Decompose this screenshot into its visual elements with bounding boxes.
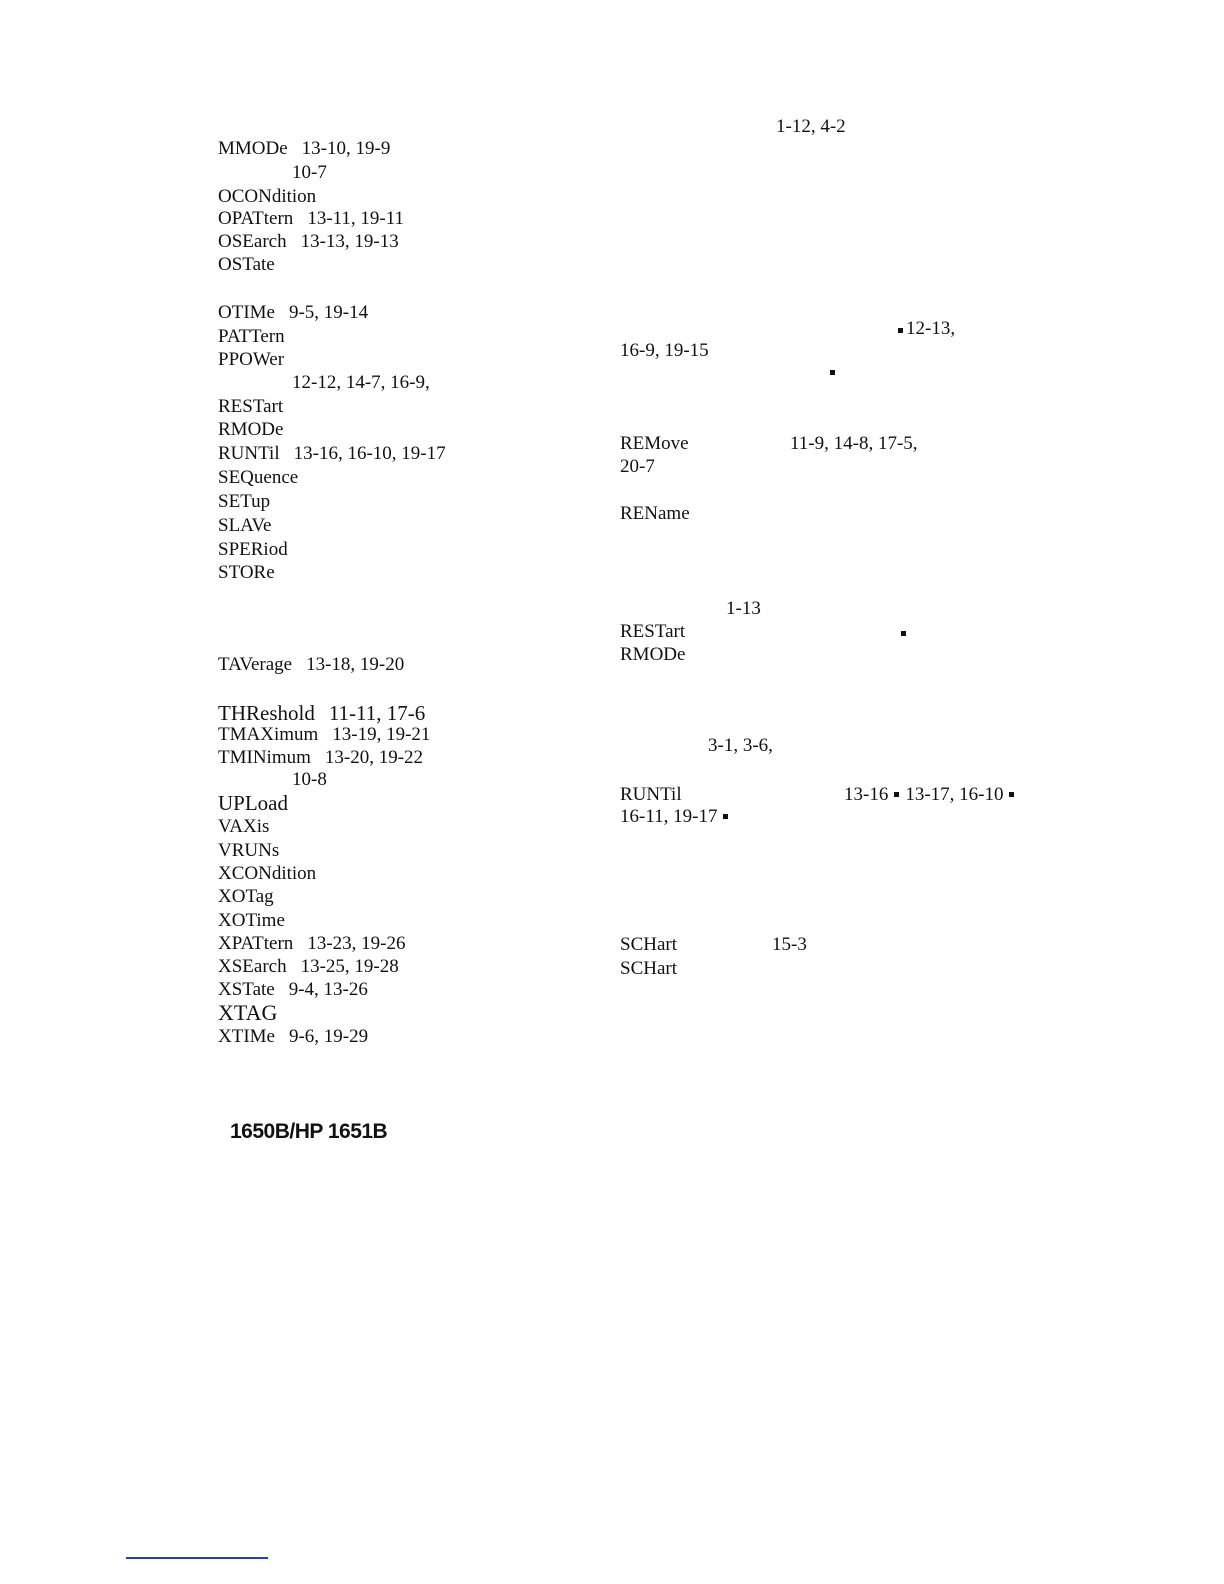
index-term: XSTate — [218, 979, 275, 1000]
index-refs: 13-16 — [844, 784, 889, 805]
index-term: OPATtern — [218, 208, 294, 229]
index-term: XOTag — [218, 886, 274, 907]
index-term: TAVerage — [218, 654, 293, 675]
index-entry — [620, 433, 689, 455]
index-term: XTIMe — [218, 1026, 275, 1047]
index-entry — [844, 784, 1020, 806]
index-refs: 13-19, 19-21 — [332, 724, 431, 745]
index-entry — [218, 792, 288, 814]
index-refs: 9-6, 19-29 — [288, 1026, 369, 1047]
index-term: OSEarch — [218, 231, 287, 252]
index-entry — [620, 503, 690, 525]
index-entry — [218, 1026, 368, 1048]
index-term: MMODe — [218, 138, 288, 159]
index-entry — [218, 326, 285, 348]
index-refs: 1-12, 4-2 — [776, 116, 846, 137]
index-entry — [218, 816, 269, 838]
bullet-mark — [898, 328, 903, 333]
index-entry — [292, 769, 327, 791]
index-refs: 10-8 — [292, 769, 327, 790]
index-entry — [218, 186, 316, 208]
index-entry — [218, 840, 279, 862]
bullet-mark — [1009, 792, 1014, 797]
index-entry — [218, 724, 430, 746]
index-term: TMAXimum — [218, 724, 319, 745]
index-entry — [620, 644, 685, 666]
bottom-rule — [126, 1557, 268, 1559]
index-term: UPLoad — [218, 791, 288, 815]
bullet-mark — [901, 631, 906, 636]
index-term: THReshold — [218, 701, 315, 725]
bullet-mark — [894, 792, 899, 797]
index-entry — [218, 956, 399, 978]
index-term: RMODe — [218, 419, 284, 440]
index-refs: 13-11, 19-11 — [307, 208, 405, 229]
index-term: RUNTil — [218, 443, 280, 464]
index-refs: 13-17, 16-10 — [905, 784, 1004, 805]
index-refs: 9-4, 13-26 — [288, 979, 368, 1000]
index-refs: 13-16, 16-10, 19-17 — [293, 443, 446, 464]
index-entry — [218, 349, 284, 371]
index-term: RESTart — [620, 621, 686, 642]
index-entry — [292, 372, 430, 394]
index-entry — [218, 419, 283, 441]
index-refs: 11-9, 14-8, 17-5, — [790, 433, 918, 454]
index-term: RESTart — [218, 396, 284, 417]
index-refs: 12-12, 14-7, 16-9, — [292, 372, 430, 393]
index-refs: 16-9, 19-15 — [620, 340, 709, 361]
index-refs: 13-13, 19-13 — [300, 231, 399, 252]
index-term: OSTate — [218, 254, 275, 275]
index-term: PATTern — [218, 326, 285, 347]
index-entry — [620, 958, 677, 980]
index-refs: 12-13, — [906, 318, 956, 339]
index-refs: 11-11, 17-6 — [328, 701, 426, 725]
index-term: XTAG — [218, 1000, 278, 1025]
index-term: XPATtern — [218, 933, 294, 954]
index-entry — [620, 784, 682, 806]
index-entry — [218, 515, 272, 537]
index-refs: 9-5, 19-14 — [288, 302, 369, 323]
index-entry — [218, 654, 404, 676]
index-term: SCHart — [620, 958, 677, 979]
index-entry — [218, 138, 390, 160]
index-refs: 13-10, 19-9 — [301, 138, 391, 159]
index-refs: 13-25, 19-28 — [300, 956, 399, 977]
index-refs: 20-7 — [620, 456, 655, 477]
index-term: OTIMe — [218, 302, 275, 323]
index-refs: 16-11, 19-17 — [620, 806, 718, 827]
index-term: SCHart — [620, 934, 677, 955]
index-term: RMODe — [620, 644, 686, 665]
index-term: VRUNs — [218, 840, 280, 861]
index-entry — [218, 302, 368, 324]
index-term: OCONdition — [218, 186, 317, 207]
footer-model-label: 1650B/HP 1651B — [230, 1120, 388, 1143]
index-entry — [218, 910, 285, 932]
index-entry — [218, 562, 275, 584]
index-term: TMINimum — [218, 747, 311, 768]
index-term: REMove — [620, 433, 689, 454]
index-entry — [218, 254, 275, 276]
index-entry — [218, 231, 399, 253]
index-term: SETup — [218, 491, 271, 512]
index-entry — [218, 886, 274, 908]
bullet-mark — [830, 370, 835, 375]
index-term: SLAVe — [218, 515, 272, 536]
index-term: XOTime — [218, 910, 285, 931]
index-term: SEQuence — [218, 467, 299, 488]
index-entry — [620, 934, 677, 956]
index-refs: 10-7 — [292, 162, 327, 183]
index-entry — [218, 1002, 277, 1024]
index-refs: 1-13 — [726, 598, 761, 619]
index-entry — [218, 539, 288, 561]
index-refs: 3-1, 3-6, — [708, 735, 773, 756]
index-refs: 13-18, 19-20 — [306, 654, 405, 675]
index-entry — [218, 443, 446, 465]
index-entry — [218, 747, 423, 769]
index-entry — [218, 933, 405, 955]
index-term: RUNTil — [620, 784, 682, 805]
index-refs: 13-23, 19-26 — [307, 933, 406, 954]
index-entry — [292, 162, 327, 184]
index-entry — [218, 702, 425, 724]
index-entry — [218, 863, 316, 885]
index-refs: 15-3 — [772, 934, 807, 955]
index-term: VAXis — [218, 816, 270, 837]
index-term: REName — [620, 503, 690, 524]
index-entry — [620, 621, 685, 643]
index-entry — [218, 208, 404, 230]
index-term: XCONdition — [218, 863, 317, 884]
index-entry — [218, 467, 298, 489]
index-entry — [218, 979, 368, 1001]
index-term: PPOWer — [218, 349, 285, 370]
index-entry — [218, 396, 283, 418]
index-entry — [218, 491, 270, 513]
bullet-mark — [723, 814, 728, 819]
index-refs: 13-20, 19-22 — [324, 747, 424, 768]
index-term: XSEarch — [218, 956, 287, 977]
index-entry — [620, 806, 734, 828]
index-term: STORe — [218, 562, 275, 583]
index-term: SPERiod — [218, 539, 288, 560]
